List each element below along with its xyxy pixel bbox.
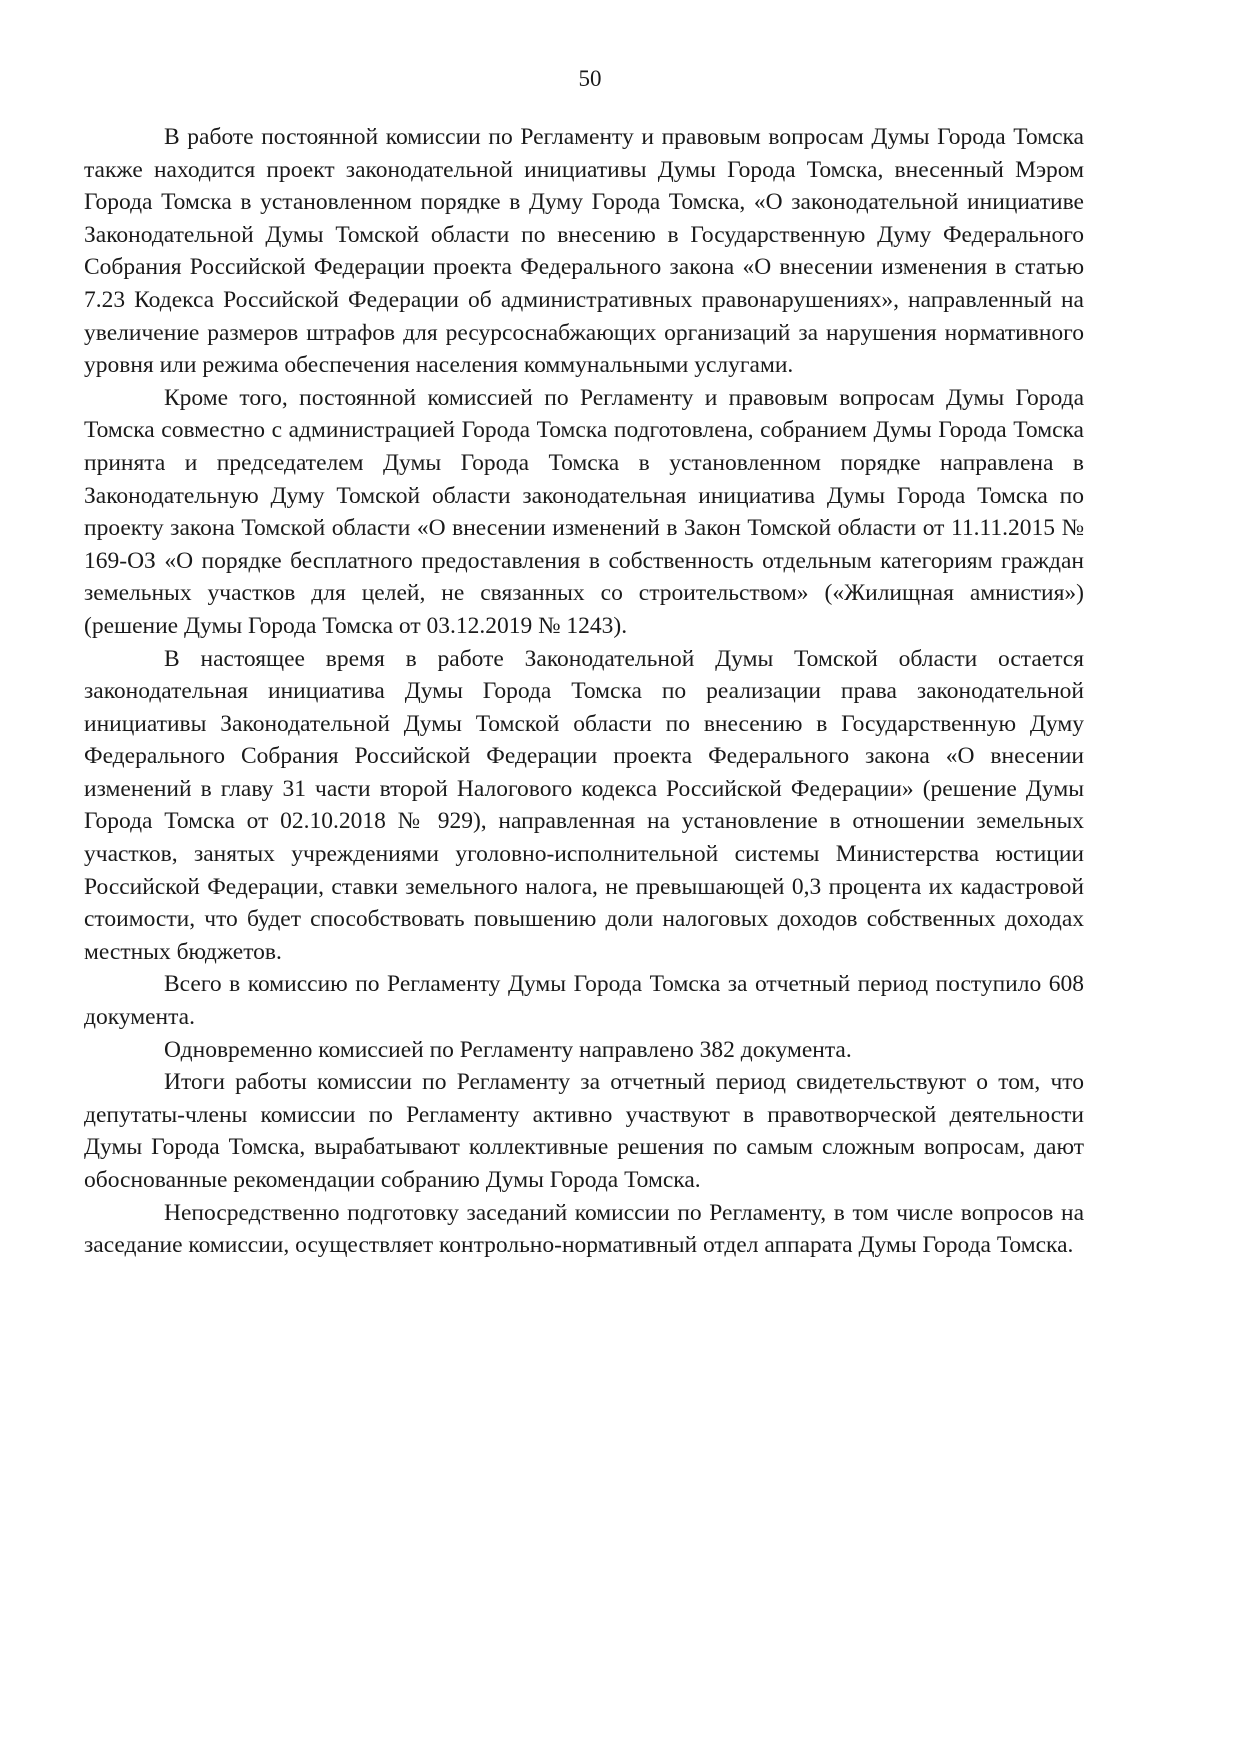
paragraph-documents-sent: Одновременно комиссией по Регламенту направлено 382 документа. xyxy=(164,1036,852,1063)
paragraph-results-summary: Итоги работы комиссии по Регламенту за отчетный период свидетельствуют о том, что депутаты-члены комиссии по Регламенту активно участвуют в правотворческой деятельности Думы Города Томска, вырабатывают коллективные решения по самым сложным вопросам, дают обоснованные рекомендации собранию Думы Города Томска. xyxy=(84,1069,1084,1193)
paragraph-housing-amnesty: Кроме того, постоянной комиссией по Регламенту и правовым вопросам Думы Города Томска совместно с администрацией Города Томска подготовлена, собранием Думы Города Томска принята и председателем Думы Города Томска в установленном порядке направлена в Законодательную Думу Томской области законодательная инициатива Думы Города Томска по проекту закона Томской области «О внесении изменений в Закон Томской области от 11.11.2015 № 169-ОЗ «О порядке бесплатного предоставления в собственность отдельным категориям граждан земельных участков для целей, не связанных со строительством» («Жилищная амнистия») (решение Думы Города Томска от 03.12.2019 № 1243). xyxy=(84,384,1084,639)
page-number: 50 xyxy=(578,66,602,91)
document-body xyxy=(84,121,1084,1262)
paragraph-tax-code-initiative: В настоящее время в работе Законодательной Думы Томской области остается законодательная инициатива Думы Города Томска по реализации права законодательной инициативы Законодательной Думы Томской области по внесению в Государственную Думу Федерального Собрания Российской Федерации проекта Федерального закона «О внесении изменений в главу 31 части второй Налогового кодекса Российской Федерации» (решение Думы Города Томска от 02.10.2018 № 929), направленная на установление в отношении земельных участков, занятых учреждениями уголовно-исполнительной системы Министерства юстиции Российской Федерации, ставки земельного налога, не превышающей 0,3 процента их кадастровой стоимости, что будет способствовать повышению доли налоговых доходов собственных доходах местных бюджетов. xyxy=(84,645,1084,965)
paragraph-committee-initiative: В работе постоянной комиссии по Регламенту и правовым вопросам Думы Города Томска также находится проект законодательной инициативы Думы Города Томска, внесенный Мэром Города Томска в установленном порядке в Думу Города Томска, «О законодательной инициативе Законодательной Думы Томской области по внесению в Государственную Думу Федерального Собрания Российской Федерации проекта Федерального закона «О внесении изменения в статью 7.23 Кодекса Российской Федерации об административных правонарушениях», направленный на увеличение размеров штрафов для ресурсоснабжающих организаций за нарушения нормативного уровня или режима обеспечения населения коммунальными услугами. xyxy=(84,124,1084,379)
paragraph-preparation: Непосредственно подготовку заседаний комиссии по Регламенту, в том числе вопросов на заседание комиссии, осуществляет контрольно-нормативный отдел аппарата Думы Города Томска. xyxy=(84,1199,1084,1259)
paragraph-documents-received: Всего в комиссию по Регламенту Думы Города Томска за отчетный период поступило 608 документа. xyxy=(84,971,1084,1031)
